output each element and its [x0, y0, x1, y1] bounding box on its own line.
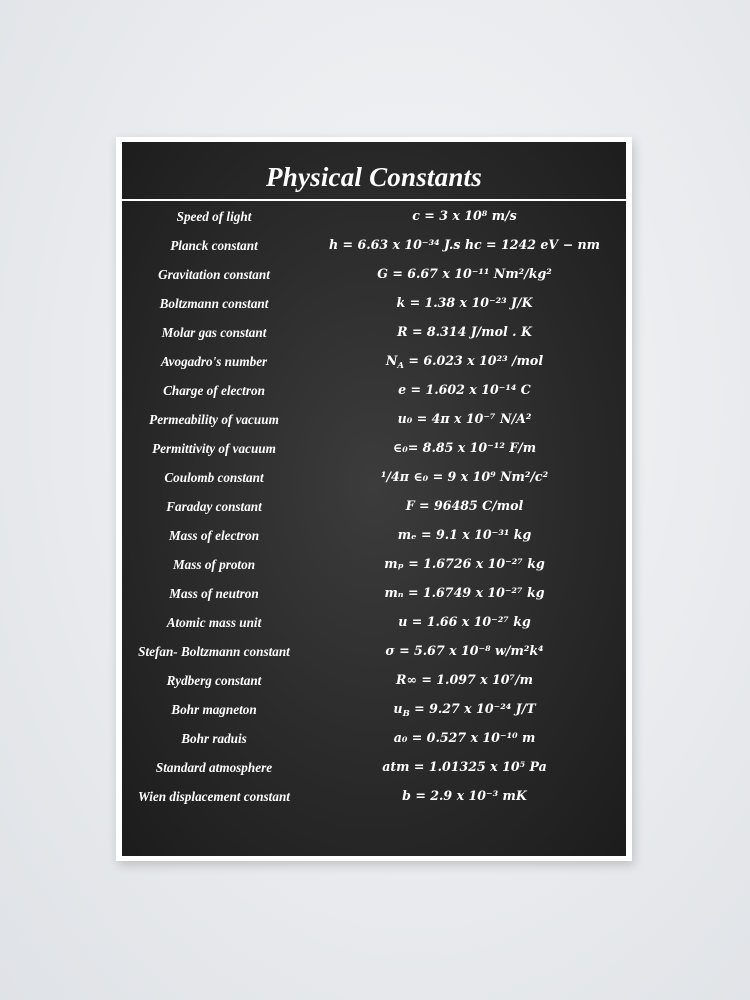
constant-row	[122, 204, 626, 233]
constant-name: Mass of neutron	[169, 586, 259, 601]
constant-name: Planck constant	[170, 238, 258, 253]
constant-name: Faraday constant	[166, 499, 262, 514]
title-divider	[122, 199, 626, 201]
constant-formula: $N_A = 6.023$ x 10²³ /mol	[385, 353, 544, 371]
constant-name: Stefan- Boltzmann constant	[138, 644, 290, 659]
constant-formula: R = 8.314 J/mol . K	[397, 324, 532, 339]
constant-row	[122, 320, 626, 349]
constant-row	[122, 262, 626, 291]
constant-formula: b = 2.9 x 10⁻³ mK	[402, 788, 527, 803]
constant-row	[122, 407, 626, 436]
poster-title: Physical Constants	[266, 162, 482, 192]
constant-row	[122, 291, 626, 320]
constant-name: Bohr raduis	[181, 731, 247, 746]
constant-formula: h = 6.63 x 10⁻³⁴ J.s hc = 1242 eV − nm	[328, 237, 601, 252]
constant-formula: atm = 1.01325 x 10⁵ Pa	[382, 759, 547, 774]
poster-frame	[116, 137, 632, 861]
constant-name: Permittivity of vacuum	[152, 441, 276, 456]
constant-name: Avogadro's number	[160, 354, 268, 369]
constant-row	[122, 378, 626, 407]
constant-row	[122, 639, 626, 668]
constant-name: Boltzmann constant	[159, 296, 269, 311]
constants-list	[122, 204, 626, 813]
constant-name: Wien displacement constant	[138, 789, 290, 804]
constant-formula: mₚ = 1.6726 x 10⁻²⁷ kg	[384, 556, 545, 571]
constant-formula: u = 1.66 x 10⁻²⁷ kg	[398, 614, 531, 629]
constant-formula: k = 1.38 x 10⁻²³ J/K	[396, 295, 533, 310]
constant-name: Mass of electron	[168, 528, 260, 543]
constant-row	[122, 755, 626, 784]
constant-row	[122, 784, 626, 813]
constant-name: Rydberg constant	[166, 673, 262, 688]
constant-row	[122, 552, 626, 581]
constant-name: Coulomb constant	[164, 470, 264, 485]
constant-name: Permeability of vacuum	[149, 412, 279, 427]
constant-formula: R∞ = 1.097 x 10⁷/m	[396, 672, 533, 687]
constant-row	[122, 465, 626, 494]
constant-formula: e = 1.602 x 10⁻¹⁴ C	[398, 382, 531, 397]
constant-formula: ∈₀= 8.85 x 10⁻¹² F/m	[392, 440, 537, 455]
poster-panel	[122, 142, 626, 856]
constant-formula: mₑ = 9.1 x 10⁻³¹ kg	[397, 527, 532, 542]
constant-row	[122, 581, 626, 610]
constant-row	[122, 668, 626, 697]
constant-row	[122, 726, 626, 755]
constant-name: Charge of electron	[163, 383, 265, 398]
constant-formula: F = 96485 C/mol	[405, 498, 524, 513]
constant-row	[122, 610, 626, 639]
constant-formula: G = 6.67 x 10⁻¹¹ Nm²/kg²	[377, 266, 552, 281]
constant-name: Mass of proton	[172, 557, 256, 572]
constant-formula: c = 3 x 10⁸ m/s	[412, 208, 517, 223]
constant-name: Atomic mass unit	[166, 615, 262, 630]
constant-row	[122, 436, 626, 465]
constant-row	[122, 349, 626, 378]
constant-name: Bohr magneton	[171, 702, 257, 717]
constant-formula: $u_B = 9.27$ x 10⁻²⁴ J/T	[393, 701, 536, 719]
constant-formula: mₙ = 1.6749 x 10⁻²⁷ kg	[384, 585, 545, 600]
constant-row	[122, 523, 626, 552]
constant-name: Standard atmosphere	[155, 760, 273, 775]
constant-row	[122, 494, 626, 523]
constant-name: Molar gas constant	[161, 325, 267, 340]
constant-formula: a₀ = 0.527 x 10⁻¹⁰ m	[393, 730, 536, 745]
constant-formula: ¹/4π ∈₀ = 9 x 10⁹ Nm²/c²	[380, 469, 549, 484]
constant-row	[122, 233, 626, 262]
constant-name: Gravitation constant	[158, 267, 270, 282]
constant-formula: u₀ = 4π x 10⁻⁷ N/A²	[397, 411, 532, 426]
constant-name: Speed of light	[176, 209, 252, 224]
constant-row	[122, 697, 626, 726]
constant-formula: σ = 5.67 x 10⁻⁸ w/m²k⁴	[385, 643, 544, 658]
